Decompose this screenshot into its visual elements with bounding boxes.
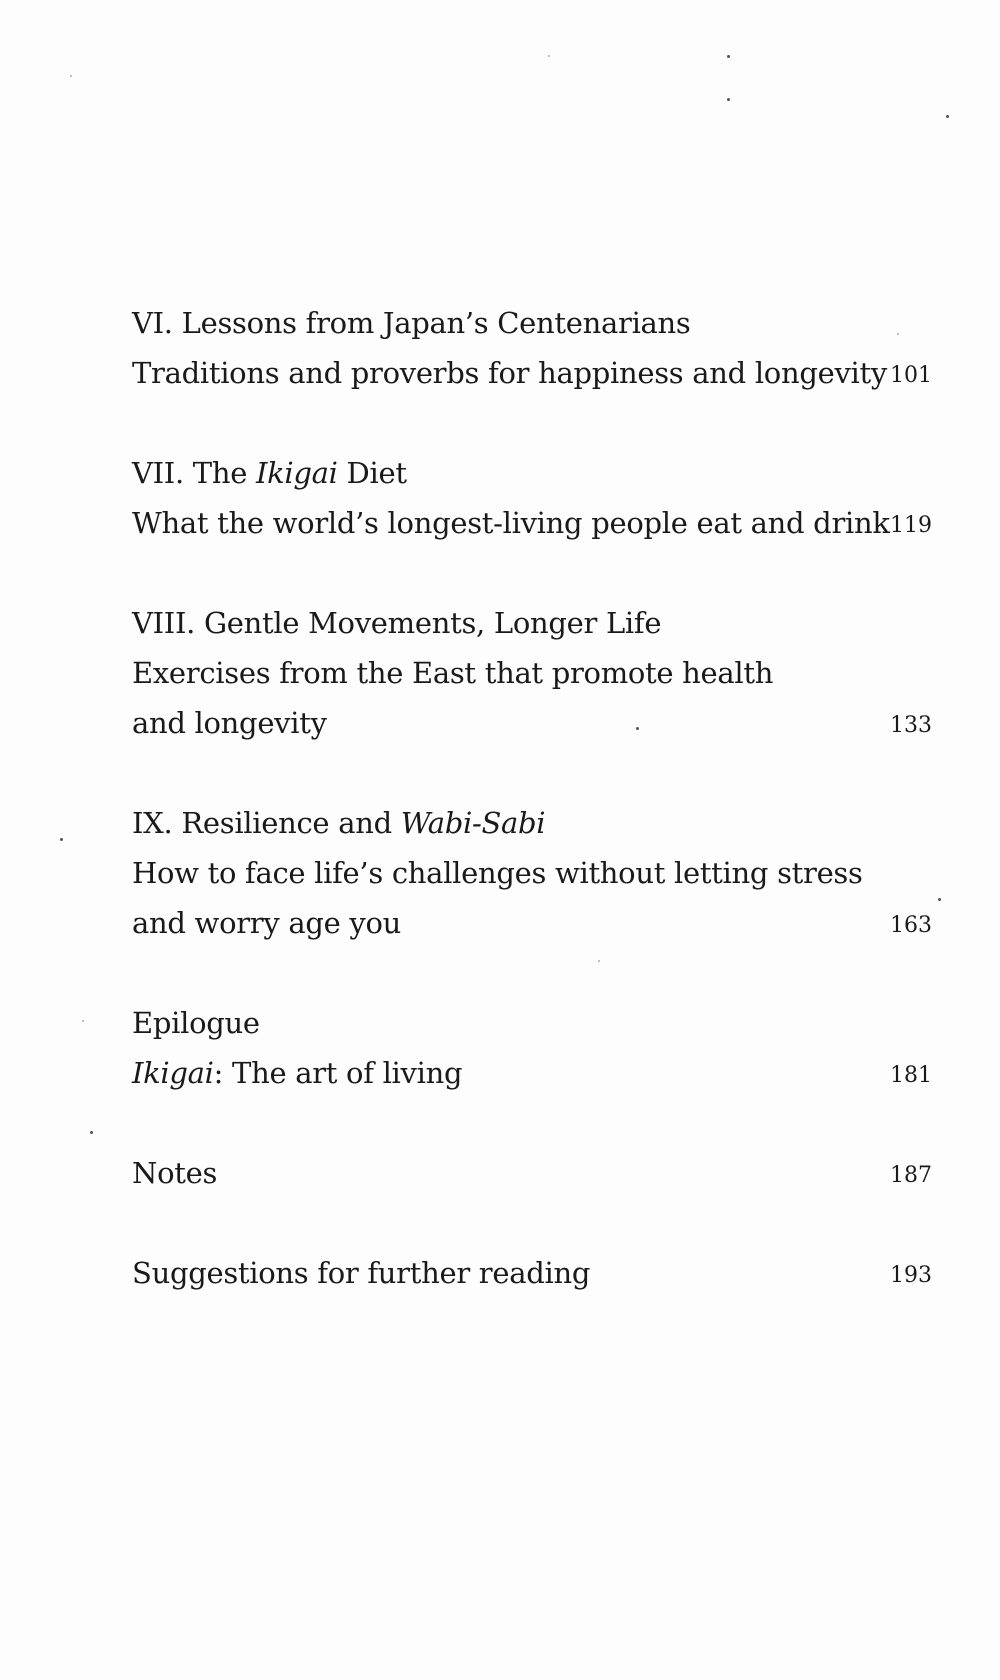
chapter-title-prefix: VII. The	[132, 456, 256, 490]
chapter-title: Epilogue	[132, 1006, 260, 1040]
scan-speck	[727, 55, 730, 58]
chapter-title-italic: Ikigai	[256, 456, 338, 490]
scan-speck	[60, 838, 63, 841]
page-number: 187	[890, 1163, 932, 1188]
scan-speck	[946, 115, 949, 118]
chapter-subtitle-line-1: How to face life’s challenges without letting stress	[132, 856, 863, 890]
chapter-title-prefix: IX. Resilience and	[132, 806, 401, 840]
scan-speck	[70, 75, 72, 77]
chapter-title: VIII. Gentle Movements, Longer Life	[132, 606, 662, 640]
page-number: 119	[890, 513, 932, 538]
chapter-subtitle: What the world’s longest-living people eat and drink	[132, 506, 890, 540]
chapter-subtitle-line-1: Exercises from the East that promote health	[132, 656, 774, 690]
chapter-subtitle-line-2: and worry age you	[132, 906, 402, 940]
chapter-subtitle: Traditions and proverbs for happiness and longevity	[132, 356, 887, 390]
page-number: 193	[890, 1263, 932, 1288]
page-number: 101	[890, 363, 932, 388]
chapter-title-italic: Wabi-Sabi	[400, 806, 546, 840]
scan-speck	[82, 1020, 84, 1022]
chapter-subtitle-italic: Ikigai	[132, 1056, 214, 1090]
scan-speck	[897, 333, 899, 335]
chapter-subtitle	[132, 1053, 462, 1093]
scan-speck	[938, 898, 941, 901]
chapter-title-suffix: Diet	[337, 456, 407, 490]
page-number: 133	[890, 713, 932, 738]
scan-speck	[598, 960, 600, 962]
page-number: 163	[890, 913, 932, 938]
chapter-title: VI. Lessons from Japan’s Centenarians	[132, 306, 691, 340]
chapter-title: Suggestions for further reading	[132, 1256, 591, 1290]
chapter-subtitle-rest: : The art of living	[213, 1056, 463, 1090]
chapter-subtitle-line-2: and longevity	[132, 706, 327, 740]
scan-speck	[90, 1131, 93, 1134]
scan-speck	[548, 55, 550, 57]
scan-speck	[727, 98, 730, 101]
chapter-title	[132, 453, 407, 493]
scan-speck	[636, 727, 639, 730]
chapter-title	[132, 803, 545, 843]
page-number: 181	[890, 1063, 932, 1088]
chapter-title: Notes	[132, 1156, 218, 1190]
